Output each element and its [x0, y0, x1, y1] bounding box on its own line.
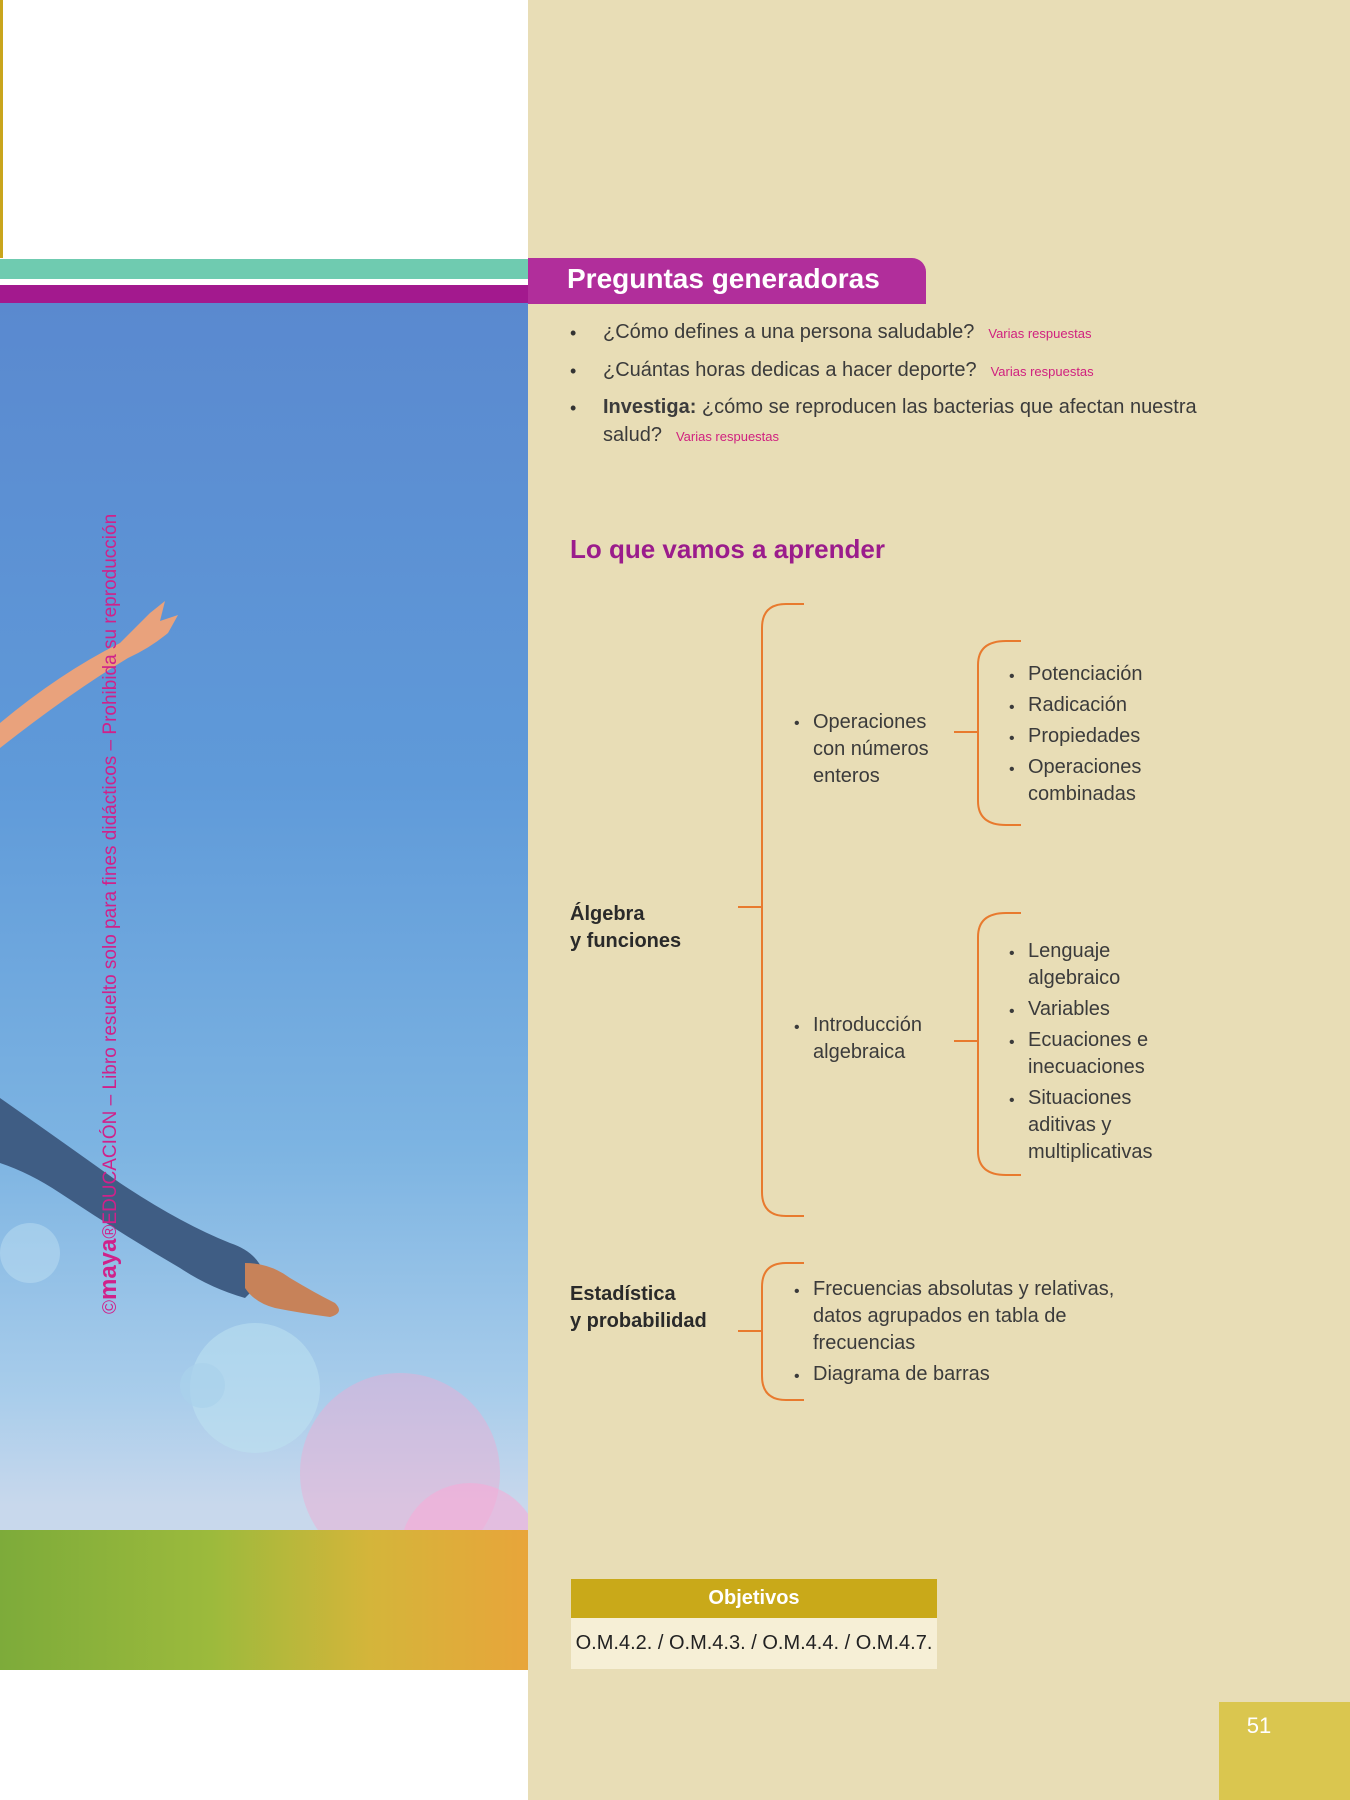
question-text: salud?: [603, 424, 662, 446]
list-item-line: Frecuencias absolutas y relativas,: [813, 1278, 1115, 1300]
list-item: [1028, 938, 1120, 992]
bullet: •: [1009, 668, 1015, 685]
question-text: ¿Cuántas horas dedicas a hacer deporte?: [603, 359, 977, 381]
list-item: Variables: [1028, 998, 1110, 1020]
list-item-line: Ecuaciones e: [1028, 1029, 1149, 1051]
bullet: •: [794, 1368, 800, 1385]
question-text: ¿cómo se reproducen las bacterias que afectan nuestra: [701, 396, 1197, 418]
objectives-codes: O.M.4.2. / O.M.4.3. / O.M.4.4. / O.M.4.7.: [575, 1632, 933, 1654]
grass-field: [0, 1530, 528, 1670]
list-item-line: Situaciones: [1028, 1087, 1132, 1109]
topic-line: y funciones: [570, 930, 682, 952]
topic-estadistica: [570, 1281, 707, 1335]
leg-jeans: [0, 1098, 265, 1298]
subtopic-line: Operaciones: [813, 711, 927, 733]
list-item-line: Operaciones: [1028, 756, 1142, 778]
list-item: Diagrama de barras: [813, 1363, 990, 1385]
bullet: •: [794, 1283, 800, 1300]
list-item: Potenciación: [1028, 663, 1143, 685]
magenta-band: [0, 285, 528, 303]
bullet: •: [794, 715, 800, 732]
list-item: Propiedades: [1028, 725, 1141, 747]
subtopic-introduccion: [813, 1012, 922, 1066]
list-item: [1028, 754, 1141, 808]
bullet: •: [570, 398, 577, 418]
list-item: [1028, 1085, 1152, 1166]
subtopic-line: Introducción: [813, 1014, 922, 1036]
brand-name: maya: [95, 1238, 122, 1300]
topic-line: y probabilidad: [570, 1310, 707, 1332]
photo-jumping-child: [0, 303, 528, 1670]
list-item-line: Lenguaje: [1028, 940, 1111, 962]
list-item: Radicación: [1028, 694, 1127, 716]
list-item-line: combinadas: [1028, 783, 1136, 805]
subtopic-operaciones: [813, 709, 929, 790]
copyright-watermark: [95, 514, 123, 1314]
list-item-line: inecuaciones: [1028, 1056, 1145, 1078]
question-label: Investiga:: [603, 396, 697, 418]
topic-algebra: [570, 901, 681, 955]
section-title: Preguntas generadoras: [567, 263, 880, 294]
objectives-title: Objetivos: [708, 1587, 800, 1609]
question-text: ¿Cómo defines a una persona saludable?: [603, 321, 975, 343]
subtopic-line: con números: [813, 738, 929, 760]
list-item: [1028, 1027, 1148, 1081]
list-item-line: datos agrupados en tabla de: [813, 1305, 1067, 1327]
bullet: •: [570, 323, 577, 343]
page-number: 51: [1246, 1713, 1272, 1738]
answer-note: Varias respuestas: [675, 429, 780, 444]
bullet: •: [1009, 699, 1015, 716]
bracket-algebra: [762, 604, 804, 1216]
page-edge-rule: [0, 0, 3, 258]
bullet: •: [1009, 1034, 1015, 1051]
bullet: •: [570, 361, 577, 381]
learning-title: Lo que vamos a aprender: [570, 534, 885, 564]
watermark-text: ®EDUCACIÓN – Libro resuelto solo para fines didácticos – Prohibida su reproducción: [100, 513, 121, 1239]
list-item-line: frecuencias: [813, 1332, 916, 1354]
topic-line: Álgebra: [570, 903, 645, 925]
teal-band: [0, 259, 528, 279]
list-item-line: aditivas y: [1028, 1114, 1112, 1136]
list-item-line: multiplicativas: [1028, 1141, 1153, 1163]
bullet: •: [1009, 730, 1015, 747]
bullet: •: [1009, 945, 1015, 962]
bullet: •: [1009, 1092, 1015, 1109]
bullet: •: [794, 1019, 800, 1036]
child-figure: [0, 303, 528, 1670]
arm: [0, 601, 178, 748]
bullet: •: [1009, 1003, 1015, 1020]
foot: [245, 1263, 339, 1317]
topic-line: Estadística: [570, 1283, 676, 1305]
subtopic-line: enteros: [813, 765, 880, 787]
bullet: •: [1009, 761, 1015, 778]
answer-note: Varias respuestas: [988, 326, 1092, 341]
subtopic-line: algebraica: [813, 1041, 906, 1063]
copyright-symbol: ©: [100, 1300, 121, 1314]
list-item: [813, 1276, 1114, 1357]
answer-note: Varias respuestas: [990, 364, 1094, 379]
concept-map-brackets: [528, 0, 1350, 1800]
list-item-line: algebraico: [1028, 967, 1121, 989]
